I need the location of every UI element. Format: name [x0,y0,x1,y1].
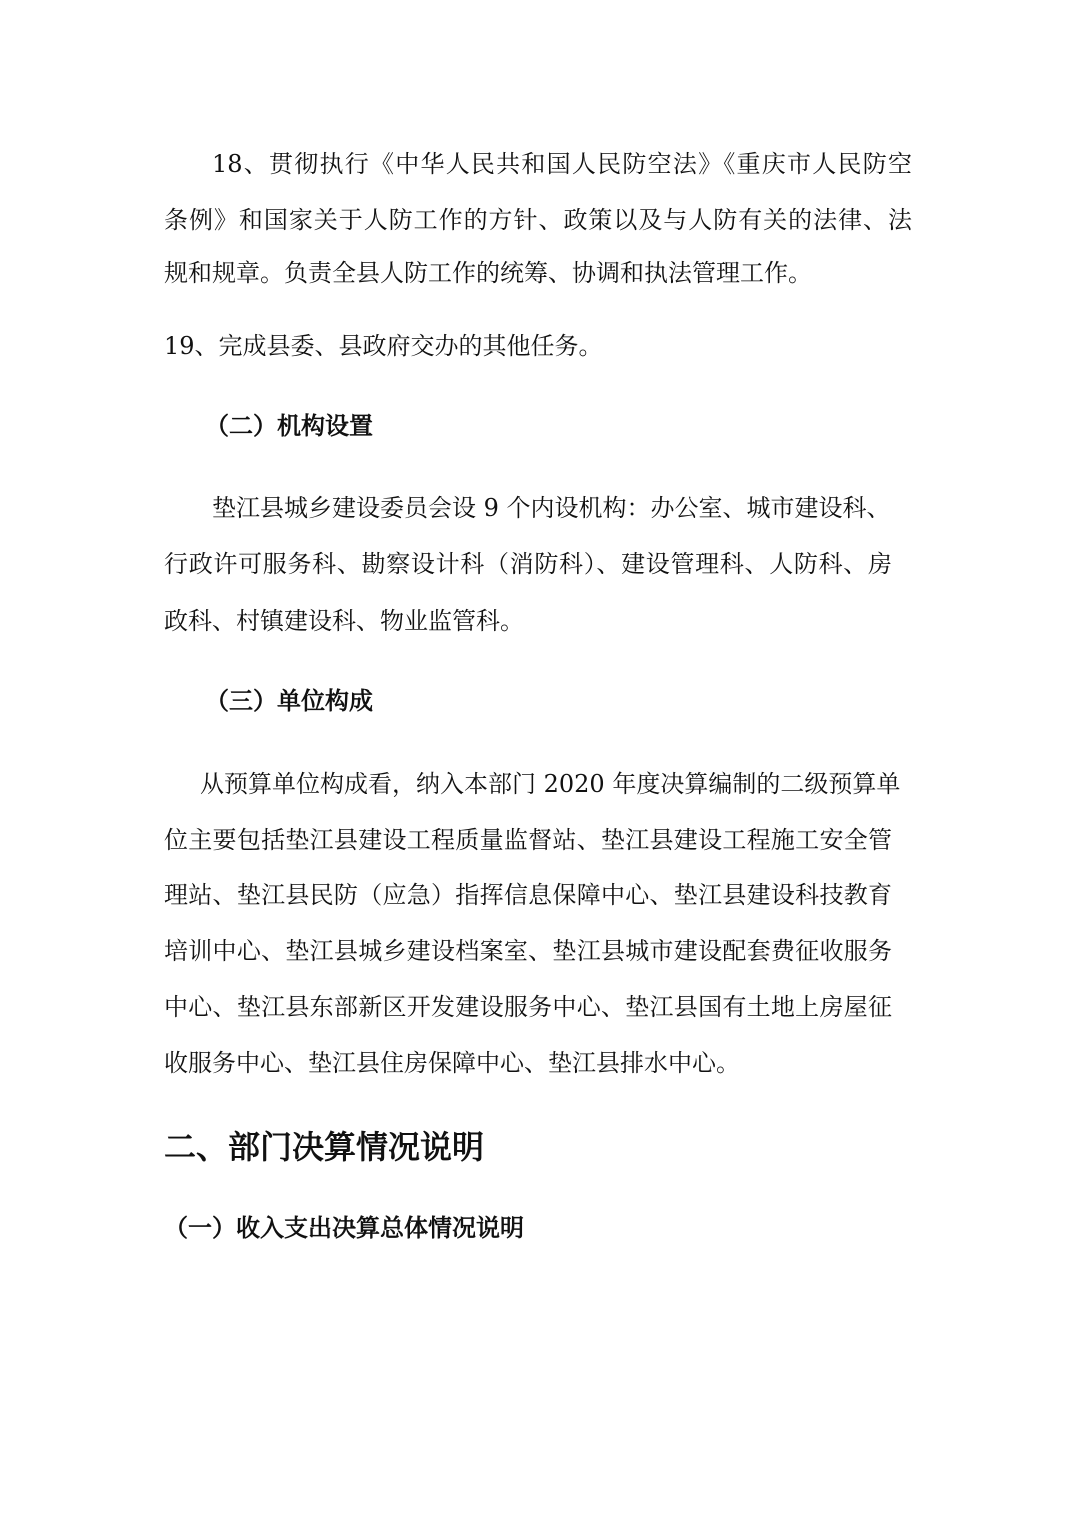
section-three-line-1: 从预算单位构成看，纳入本部门 2020 年度决算编制的二级预算单 [200,770,901,798]
section-two-line-3: 政科、村镇建设科、物业监管科。 [164,607,524,635]
section-two-title: （二）机构设置 [205,411,373,440]
item18-line-1: 18、贯彻执行《中华人民共和国人民防空法》《重庆市人民防空 [212,150,912,178]
part-two-heading: 二、部门决算情况说明 [164,1128,485,1166]
item18-line-3: 规和规章。负责全县人防工作的统筹、协调和执法管理工作。 [164,259,812,287]
section-two-line-2: 行政许可服务科、勘察设计科（消防科）、建设管理科、人防科、房 [164,550,892,578]
item19-line: 19、完成县委、县政府交办的其他任务。 [164,332,603,360]
section-three-line-4: 培训中心、垫江县城乡建设档案室、垫江县城市建设配套费征收服务 [164,937,892,965]
section-three-line-6: 收服务中心、垫江县住房保障中心、垫江县排水中心。 [164,1049,740,1077]
section-three-line-3: 理站、垫江县民防（应急）指挥信息保障中心、垫江县建设科技教育 [164,881,892,909]
section-two-line-1: 垫江县城乡建设委员会设 9 个内设机构：办公室、城市建设科、 [212,494,891,522]
section-three-title: （三）单位构成 [205,686,373,715]
item18-line-2: 条例》和国家关于人防工作的方针、政策以及与人防有关的法律、法 [164,206,912,234]
section-three-line-5: 中心、垫江县东部新区开发建设服务中心、垫江县国有土地上房屋征 [164,993,892,1021]
sub-one-heading: （一）收入支出决算总体情况说明 [164,1213,524,1242]
section-three-line-2: 位主要包括垫江县建设工程质量监督站、垫江县建设工程施工安全管 [164,826,892,854]
